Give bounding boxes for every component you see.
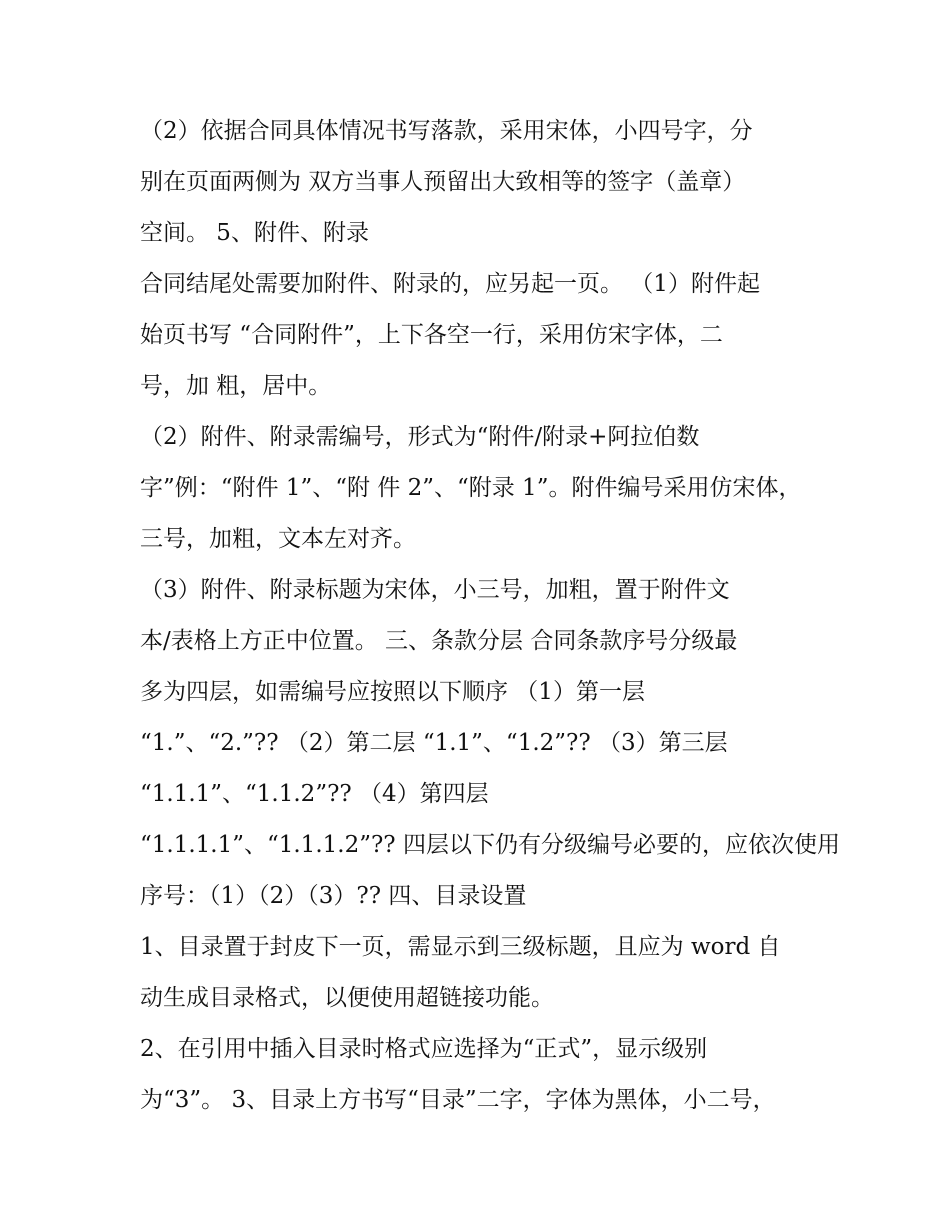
text-line: 空间。 5、附件、附录 [140, 220, 369, 246]
text-line: 2、在引用中插入目录时格式应选择为“正式”，显示级别 [140, 1036, 708, 1062]
text-line: “1.1.1.1”、“1.1.1.2”?? 四层以下仍有分级编号必要的，应依次使用 [140, 832, 840, 858]
text-line: 本/表格上方正中位置。 三、条款分层 合同条款序号分级最 [140, 628, 738, 654]
text-line: 始页书写 “合同附件”，上下各空一行，采用仿宋字体，二 [140, 322, 723, 348]
text-line: 合同结尾处需要加附件、附录的，应另起一页。 （1）附件起 [140, 271, 760, 297]
document-body [140, 106, 840, 1126]
text-line: 三号，加粗，文本左对齐。 [140, 526, 416, 552]
text-line: 1、目录置于封皮下一页，需显示到三级标题，且应为 word 自 [140, 934, 781, 960]
text-line: （2）依据合同具体情况书写落款，采用宋体，小四号字，分 [140, 118, 753, 144]
text-line: 号，加 粗，居中。 [140, 373, 332, 399]
text-line: “1.1.1”、“1.1.2”?? （4）第四层 [140, 781, 489, 807]
text-line: （2）附件、附录需编号，形式为“附件/附录+阿拉伯数 [140, 424, 700, 450]
text-line: “1.”、“2.”?? （2）第二层 “1.1”、“1.2”?? （3）第三层 [140, 730, 728, 756]
text-line: 序号：（1）（2）（3）?? 四、目录设置 [140, 883, 527, 909]
text-line: 别在页面两侧为 双方当事人预留出大致相等的签字（盖章） [140, 169, 746, 195]
text-line: 字”例：“附件 1”、“附 件 2”、“附录 1”。附件编号采用仿宋体， [140, 475, 802, 501]
text-line: 多为四层，如需编号应按照以下顺序 （1）第一层 [140, 679, 645, 705]
text-line: 为“3”。 3、目录上方书写“目录”二字，字体为黑体，小二号， [140, 1087, 776, 1113]
text-line: 动生成目录格式，以便使用超链接功能。 [140, 985, 554, 1011]
text-line: （3）附件、附录标题为宋体，小三号，加粗，置于附件文 [140, 577, 730, 603]
